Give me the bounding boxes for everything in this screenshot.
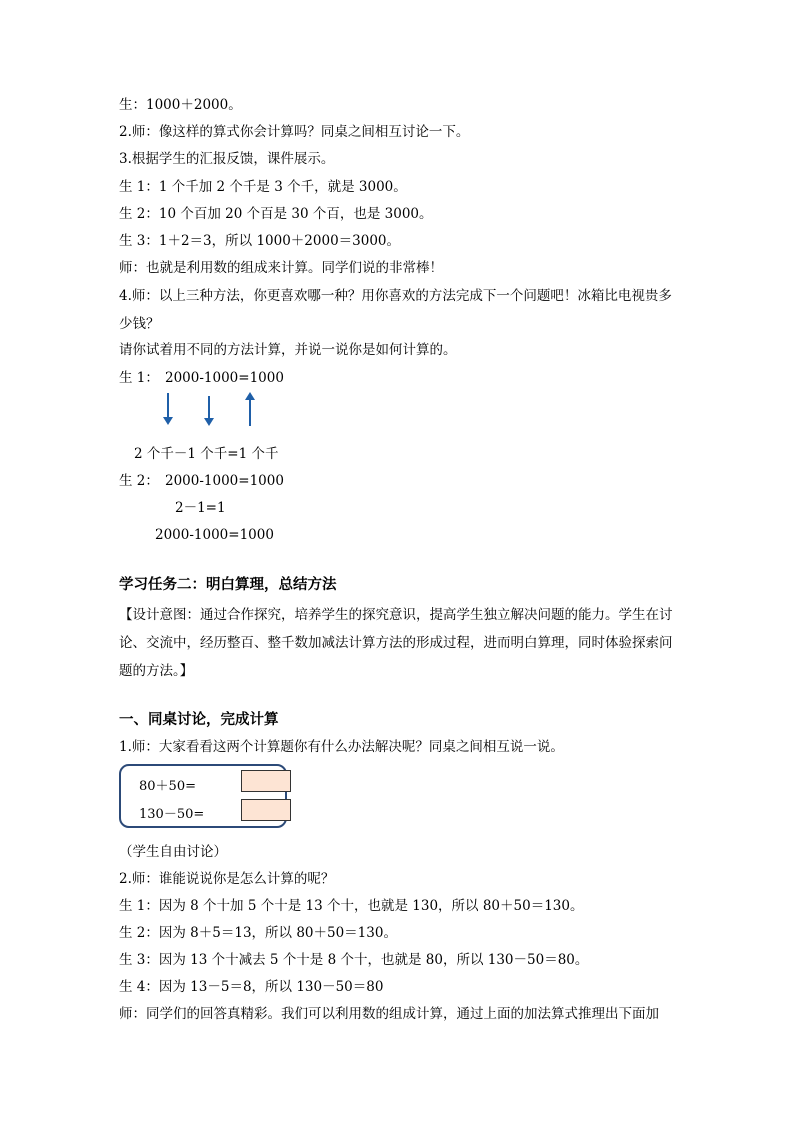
design-intent: 【设计意图：通过合作探究，培养学生的探究意识，提高学生独立解决问题的能力。学生在讨论、交流中，经历整百、整千数加减法计算方法的形成过程，进而明白算理，同时体验探索问题的方法。】 xyxy=(119,607,673,679)
text-line: 3.根据学生的汇报反馈，课件展示。 xyxy=(119,151,335,167)
text-line: 生 3：1＋2＝3，所以 1000＋2000＝3000。 xyxy=(119,233,401,249)
text-line: 生 2：因为 8＋5＝13，所以 80＋50＝130。 xyxy=(119,925,397,941)
text-line: 生 1：1 个千加 2 个千是 3 个千，就是 3000。 xyxy=(119,179,407,195)
student1-equation: 2000-1000=1000 xyxy=(165,370,284,386)
student2-label: 生 2： xyxy=(119,473,159,489)
calc-expression: 130－50= xyxy=(139,807,205,822)
student2-equation: 2－1=1 xyxy=(175,500,226,516)
text-paragraph: 4.师：以上三种方法，你更喜欢哪一种？用你喜欢的方法完成下一个问题吧！冰箱比电视贵多少钱？ xyxy=(119,288,672,332)
arrow-down-icon xyxy=(167,393,169,419)
text-line: 2.师：像这样的算式你会计算吗？同桌之间相互讨论一下。 xyxy=(119,124,470,140)
section-heading: 一、同桌讨论，完成计算 xyxy=(119,711,279,728)
text-line: 生 2：10 个百加 20 个百是 30 个百，也是 3000。 xyxy=(119,206,433,222)
text-line: 生：1000＋2000。 xyxy=(119,97,242,113)
text-line: 师：同学们的回答真精彩。我们可以利用数的组成计算，通过上面的加法算式推理出下面加 xyxy=(119,1006,659,1022)
text-line: 生 4：因为 13－5＝8，所以 130－50＝80 xyxy=(119,979,384,995)
text-line: 2.师：谁能说说你是怎么计算的呢？ xyxy=(119,871,335,887)
text-line: 1.师：大家看看这两个计算题你有什么办法解决呢？同桌之间相互说一说。 xyxy=(119,739,564,755)
answer-box[interactable] xyxy=(241,799,291,821)
calculation-box xyxy=(119,764,287,828)
calc-expression: 80＋50= xyxy=(139,779,196,794)
text-line: 生 1：因为 8 个十加 5 个十是 13 个十，也就是 130，所以 80＋50＝130。 xyxy=(119,898,584,914)
student2-equation: 2000-1000=1000 xyxy=(155,527,274,543)
arrow-down-icon xyxy=(208,396,210,420)
text-line: 生 3：因为 13 个十减去 5 个十是 8 个十，也就是 80，所以 130－50＝80。 xyxy=(119,952,589,968)
student1-label: 生 1： xyxy=(119,370,159,386)
answer-box[interactable] xyxy=(241,770,291,792)
student2-equation: 2000-1000=1000 xyxy=(165,473,284,489)
student1-units: 2 个千－1 个千=1 个千 xyxy=(134,446,279,462)
section-heading: 学习任务二：明白算理，总结方法 xyxy=(119,576,337,593)
text-line: 师：也就是利用数的组成来计算。同学们说的非常棒！ xyxy=(119,260,443,276)
text-line: （学生自由讨论） xyxy=(119,844,227,860)
arrow-up-icon xyxy=(249,398,251,426)
text-line: 请你试着用不同的方法计算，并说一说你是如何计算的。 xyxy=(119,342,457,358)
